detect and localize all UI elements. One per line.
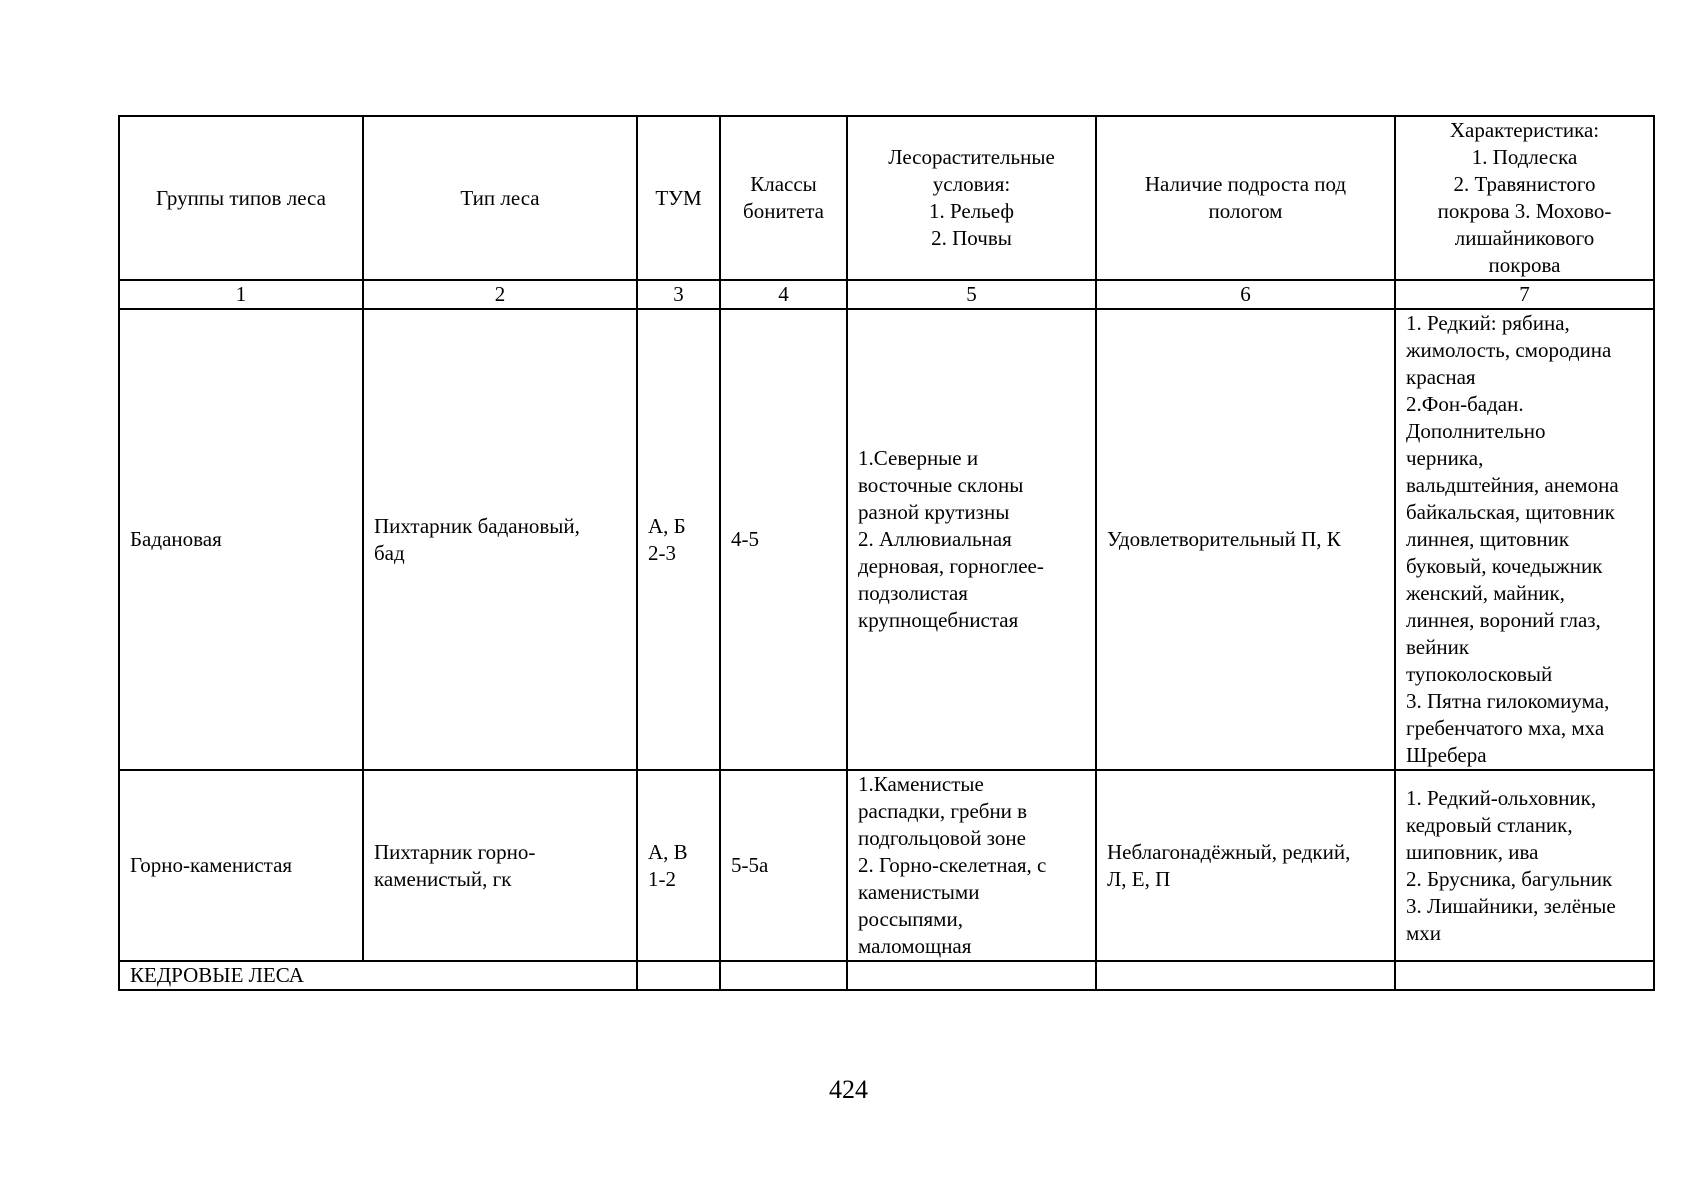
header-cell-group: Группы типов леса xyxy=(119,116,363,280)
cell-group: Горно-каменистая xyxy=(119,770,363,961)
header-cell-bonitet: Классы бонитета xyxy=(720,116,847,280)
empty-cell xyxy=(1395,961,1654,990)
cell-characteristics: 1. Редкий-ольховник, кедровый стланик, шиповник, ива 2. Брусника, багульник 3. Лишайники, зелёные мхи xyxy=(1395,770,1654,961)
column-number: 2 xyxy=(363,280,637,309)
header-cell-tum: ТУМ xyxy=(637,116,720,280)
cell-undergrowth: Удовлетворительный П, К xyxy=(1096,309,1395,770)
empty-cell xyxy=(847,961,1096,990)
cell-tum: А, Б 2-3 xyxy=(637,309,720,770)
cell-group: Бадановая xyxy=(119,309,363,770)
empty-cell xyxy=(637,961,720,990)
column-number: 4 xyxy=(720,280,847,309)
column-number: 3 xyxy=(637,280,720,309)
table-row xyxy=(119,770,1654,961)
header-cell-undergrowth: Наличие подроста под пологом xyxy=(1096,116,1395,280)
column-number-row xyxy=(119,280,1654,309)
cell-characteristics: 1. Редкий: рябина, жимолость, смородина красная 2.Фон-бадан. Дополнительно черника, вальдштейния, анемона байкальская, щитовник линнея, щитовник буковый, кочедыжник женский, майник, линнея, вороний глаз, вейник тупоколосковый 3. Пятна гилокомиума, гребенчатого мха, мха Шребера xyxy=(1395,309,1654,770)
cell-tum: А, В 1-2 xyxy=(637,770,720,961)
forest-types-table xyxy=(118,115,1655,991)
cell-undergrowth: Неблагонадёжный, редкий, Л, Е, П xyxy=(1096,770,1395,961)
column-number: 1 xyxy=(119,280,363,309)
column-number: 5 xyxy=(847,280,1096,309)
column-number: 6 xyxy=(1096,280,1395,309)
cell-forest-type: Пихтарник горно- каменистый, гк xyxy=(363,770,637,961)
header-cell-conditions: Лесорастительные условия: 1. Рельеф 2. Почвы xyxy=(847,116,1096,280)
header-cell-characteristics: Характеристика: 1. Подлеска 2. Травянистого покрова 3. Мохово- лишайникового покрова xyxy=(1395,116,1654,280)
table-header-row xyxy=(119,116,1654,280)
cell-conditions: 1.Каменистые распадки, гребни в подгольцовой зоне 2. Горно-скелетная, с каменистыми россыпями, маломощная xyxy=(847,770,1096,961)
empty-cell xyxy=(1096,961,1395,990)
cell-bonitet: 5-5а xyxy=(720,770,847,961)
table-row xyxy=(119,309,1654,770)
cell-conditions: 1.Северные и восточные склоны разной крутизны 2. Аллювиальная дерновая, горноглее- подзолистая крупнощебнистая xyxy=(847,309,1096,770)
column-number: 7 xyxy=(1395,280,1654,309)
section-row xyxy=(119,961,1654,990)
cell-forest-type: Пихтарник бадановый, бад xyxy=(363,309,637,770)
section-title: КЕДРОВЫЕ ЛЕСА xyxy=(119,961,637,990)
empty-cell xyxy=(720,961,847,990)
header-cell-forest-type: Тип леса xyxy=(363,116,637,280)
page-number: 424 xyxy=(829,1075,868,1104)
cell-bonitet: 4-5 xyxy=(720,309,847,770)
